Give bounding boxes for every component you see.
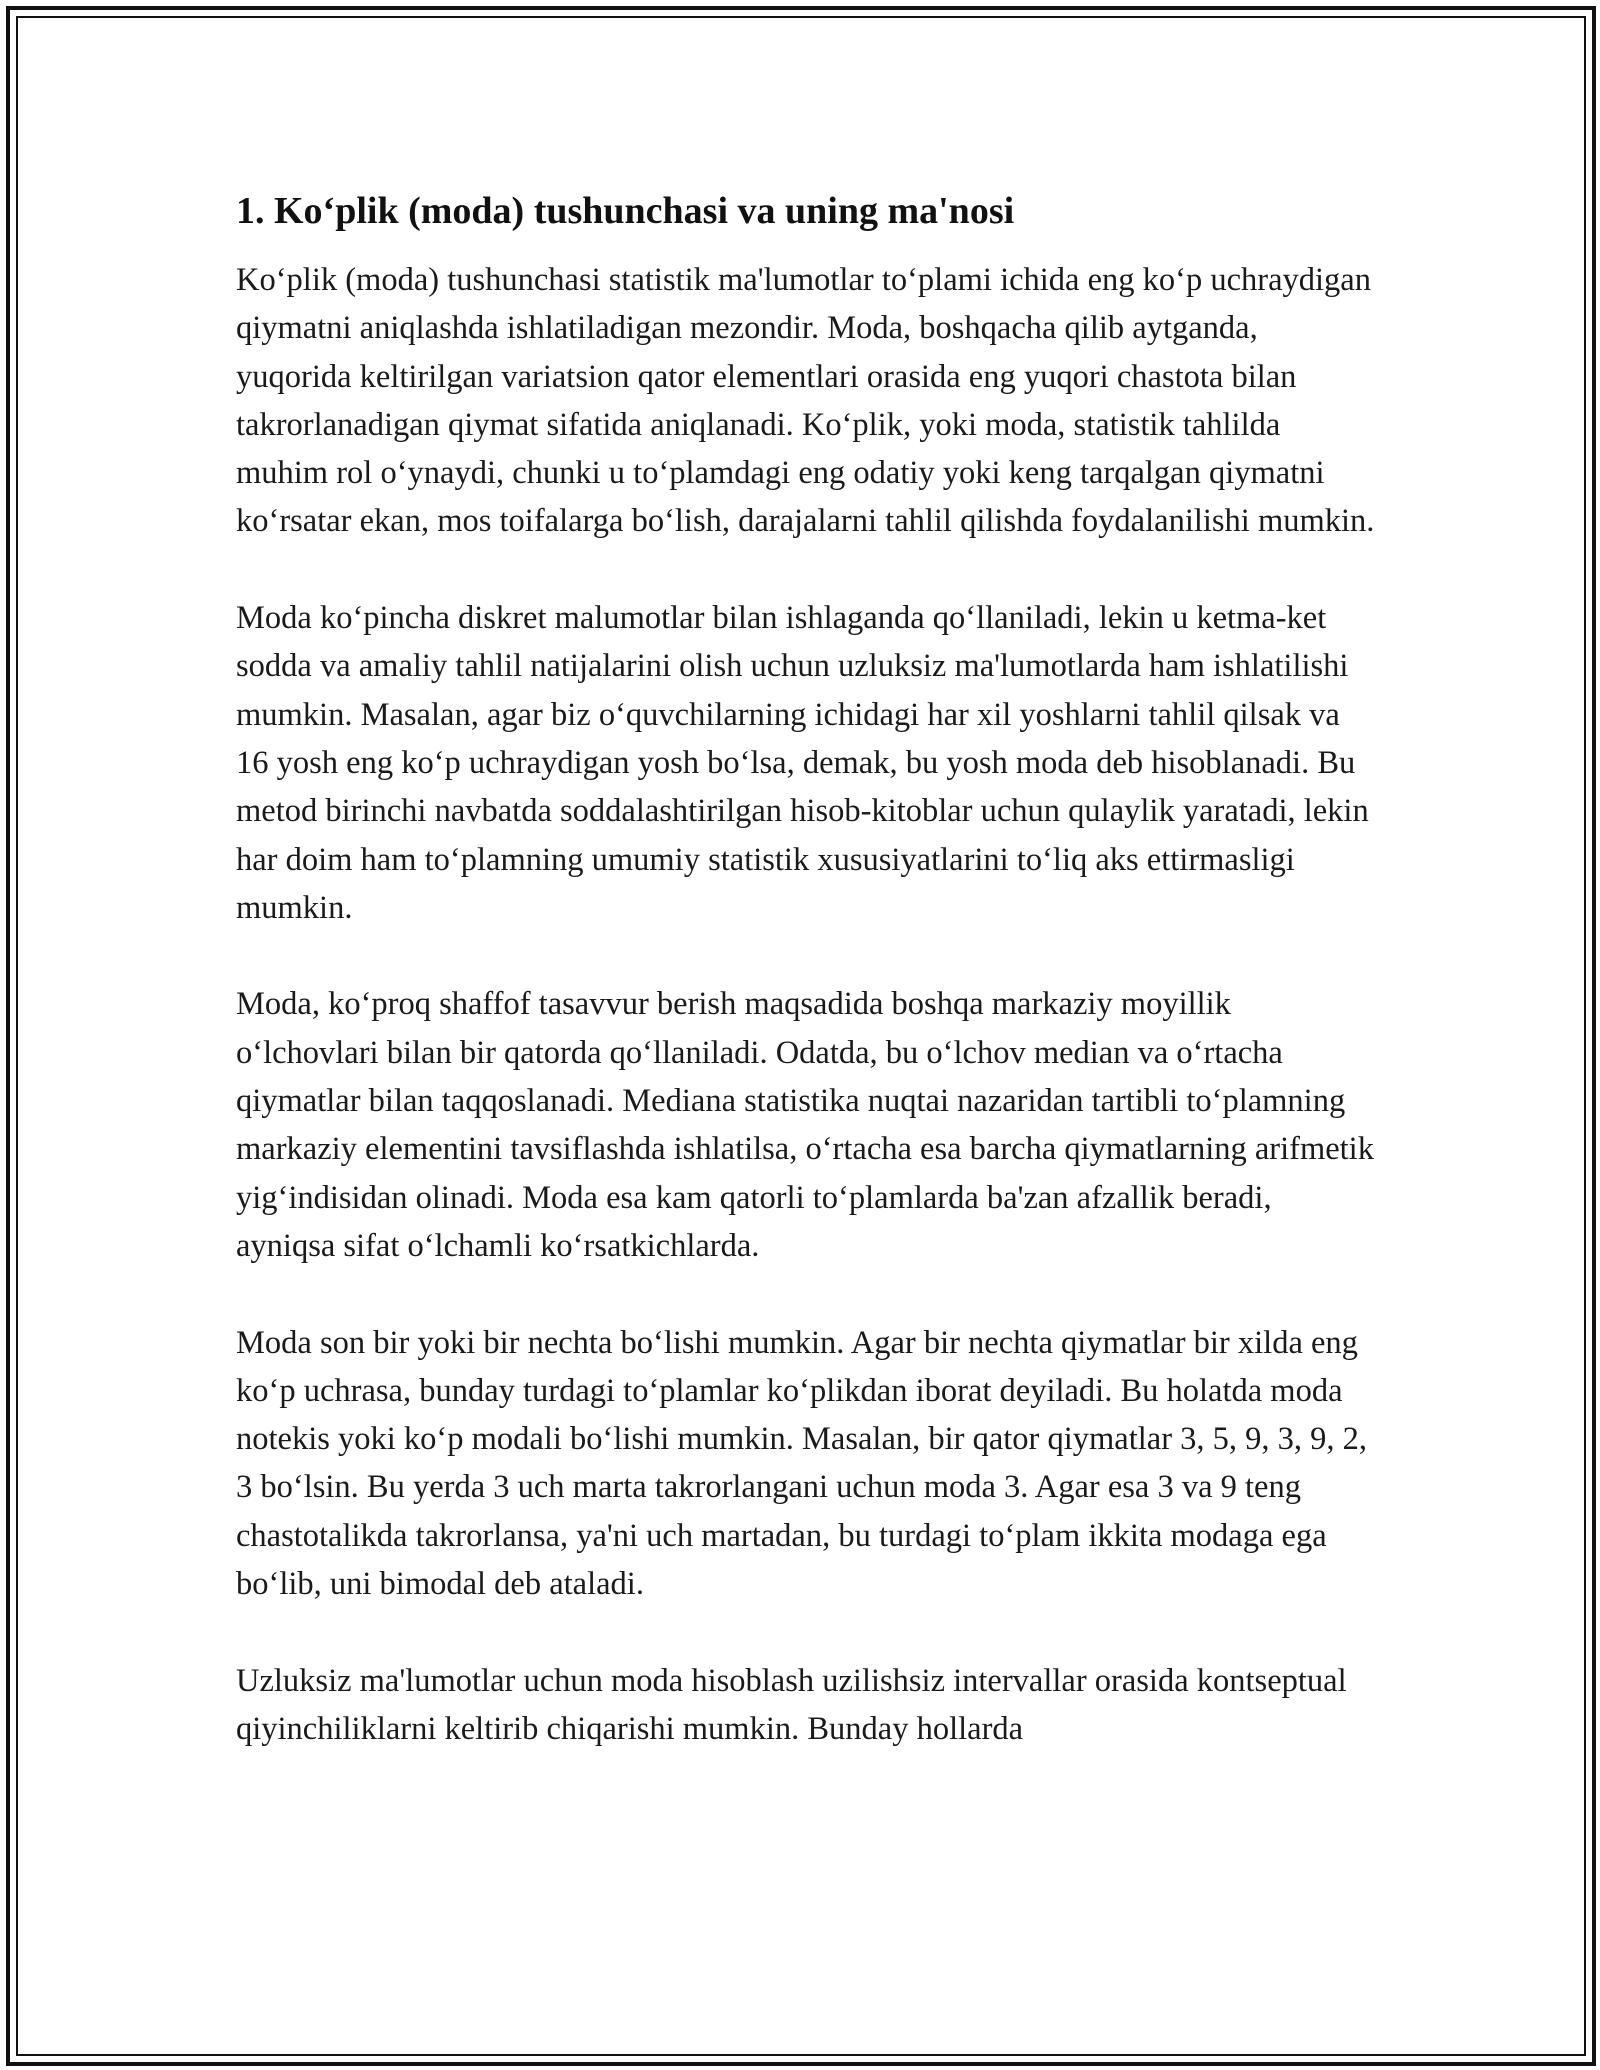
section-heading: 1. Ko‘plik (moda) tushunchasi va uning ma'nosi (236, 190, 1015, 232)
paragraph-discrete-data: Moda ko‘pincha diskret malumotlar bilan ishlaganda qo‘llaniladi, lekin u ketma-ket sodda va amaliy tahlil natijalarini olish uchun uzluksiz ma'lumotlarda ham ishlatilishi mumkin. Masalan, agar biz o‘quvchilarning ichidagi har xil yoshlarni tahlil qilsak va 16 yosh eng ko‘p uchraydigan yosh bo‘lsa, demak, bu yosh moda deb hisoblanadi. Bu metod birinchi navbatda soddalashtirilgan hisob-kitoblar uchun qulaylik yaratadi, lekin har doim ham to‘plamning umumiy statistik xususiyatlarini to‘liq aks ettirmasligi mumkin. (236, 600, 1369, 926)
document-body (236, 186, 1376, 1802)
paragraph-central-tendency: Moda, ko‘proq shaffof tasavvur berish maqsadida boshqa markaziy moyillik o‘lchovlari bilan bir qatorda qo‘llaniladi. Odatda, bu o‘lchov median va o‘rtacha qiymatlar bilan taqqoslanadi. Mediana statistika nuqtai nazaridan tartibli to‘plamning markaziy elementini tavsiflashda ishlatilsa, o‘rtacha esa barcha qiymatlarning arifmetik yig‘indisidan olinadi. Moda esa kam qatorli to‘plamlarda ba'zan afzallik beradi, ayniqsa sifat o‘lchamli ko‘rsatkichlarda. (236, 986, 1374, 1264)
paragraph-definition: Ko‘plik (moda) tushunchasi statistik ma'lumotlar to‘plami ichida eng ko‘p uchraydigan qiymatni aniqlashda ishlatiladigan mezondir. Moda, boshqacha qilib aytganda, yuqorida keltirilgan variatsion qator elementlari orasida eng yuqori chastota bilan takrorlanadigan qiymat sifatida aniqlanadi. Ko‘plik, yoki moda, statistik tahlilda muhim rol o‘ynaydi, chunki u to‘plamdagi eng odatiy yoki keng tarqalgan qiymatni ko‘rsatar ekan, mos toifalarga bo‘lish, darajalarni tahlil qilishda foydalanilishi mumkin. (236, 262, 1375, 540)
paragraph-multimodal: Moda son bir yoki bir nechta bo‘lishi mumkin. Agar bir nechta qiymatlar bir xilda eng ko‘p uchrasa, bunday turdagi to‘plamlar ko‘plikdan iborat deyiladi. Bu holatda moda notekis yoki ko‘p modali bo‘lishi mumkin. Masalan, bir qator qiymatlar 3, 5, 9, 3, 9, 2, 3 bo‘lsin. Bu yerda 3 uch marta takrorlangani uchun moda 3. Agar esa 3 va 9 teng chastotalikda takrorlansa, ya'ni uch martadan, bu turdagi to‘plam ikkita modaga ega bo‘lib, uni bimodal deb ataladi. (236, 1324, 1368, 1603)
paragraph-continuous-data: Uzluksiz ma'lumotlar uchun moda hisoblash uzilishsiz intervallar orasida kontseptual qiyinchiliklarni keltirib chiqarishi mumkin. Bunday hollarda (236, 1662, 1347, 1747)
